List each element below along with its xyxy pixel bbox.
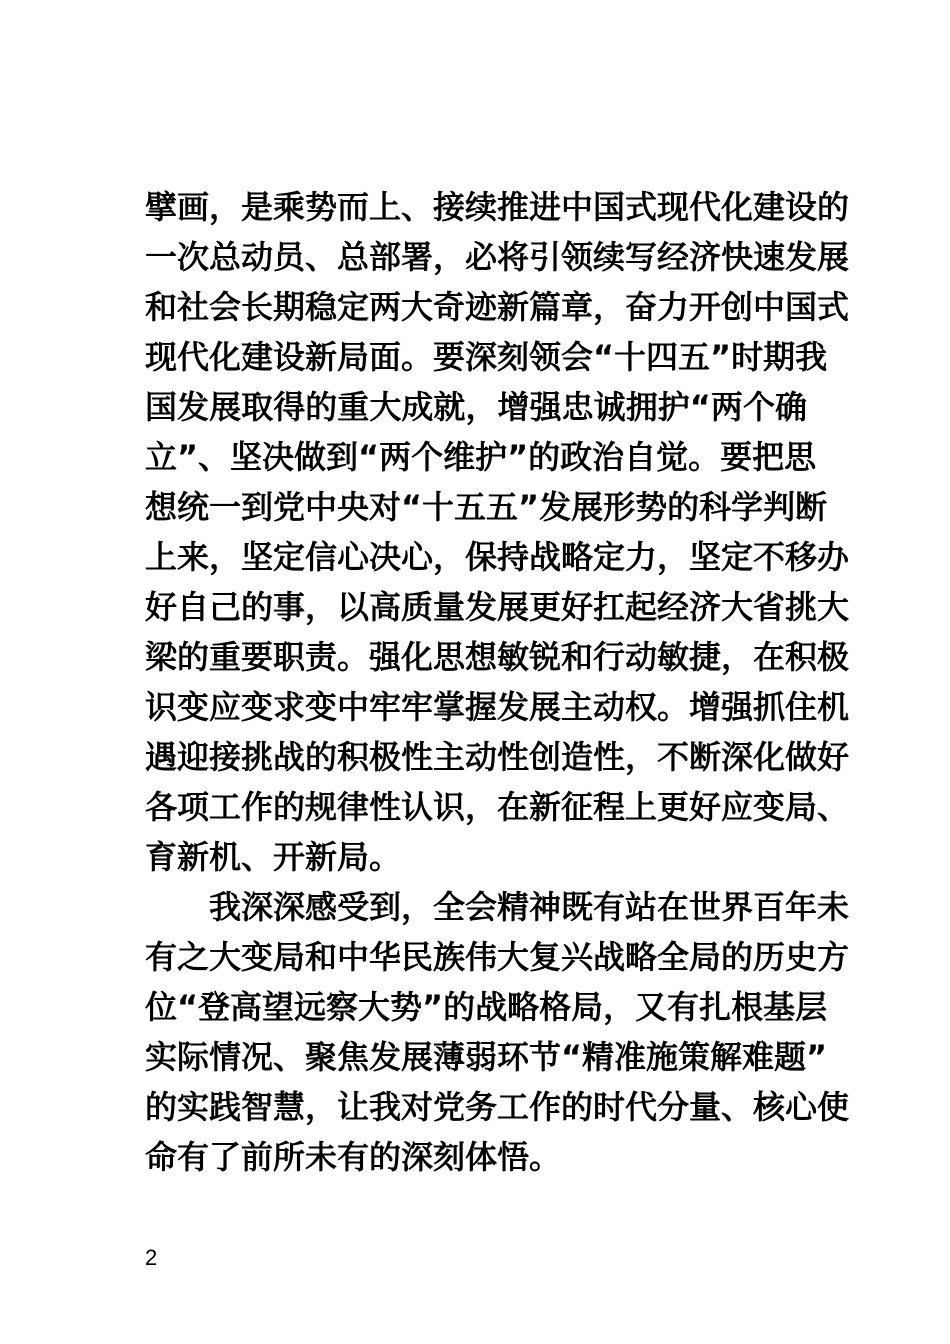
text-line: 想统一到党中央对“十五五”发展形势的科学判断 xyxy=(145,488,828,526)
text-line: 现代化建设新局面。要深刻领会“十四五”时期我 xyxy=(145,338,828,376)
text-line: 遇迎接挑战的积极性主动性创造性，不断深化做好 xyxy=(145,738,850,776)
text-line: 实际情况、聚焦发展薄弱环节“精准施策解难题” xyxy=(145,1038,828,1076)
text-line: 的实践智慧，让我对党务工作的时代分量、核心使 xyxy=(145,1088,850,1126)
text-line: 一次总动员、总部署，必将引领续写经济快速发展 xyxy=(145,238,850,276)
paragraph-2 xyxy=(145,882,850,1182)
text-line: 上来，坚定信心决心，保持战略定力，坚定不移办 xyxy=(145,538,850,576)
document-body xyxy=(145,182,850,1182)
text-line: 和社会长期稳定两大奇迹新篇章，奋力开创中国式 xyxy=(145,288,850,326)
text-line: 梁的重要职责。强化思想敏锐和行动敏捷，在积极 xyxy=(145,638,850,676)
paragraph-1 xyxy=(145,182,850,882)
text-line: 识变应变求变中牢牢掌握发展主动权。增强抓住机 xyxy=(145,688,850,726)
text-line: 育新机、开新局。 xyxy=(145,838,402,876)
text-line: 好自己的事，以高质量发展更好扛起经济大省挑大 xyxy=(145,588,850,626)
text-line: 位“登高望远察大势”的战略格局，又有扎根基层 xyxy=(145,988,828,1026)
text-line: 有之大变局和中华民族伟大复兴战略全局的历史方 xyxy=(145,938,850,976)
text-line: 立”、坚决做到“两个维护”的政治自觉。要把思 xyxy=(145,438,817,476)
text-line: 擘画，是乘势而上、接续推进中国式现代化建设的 xyxy=(145,188,850,226)
text-line: 我深深感受到，全会精神既有站在世界百年未 xyxy=(209,888,850,926)
text-line: 各项工作的规律性认识，在新征程上更好应变局、 xyxy=(145,788,850,826)
text-line: 命有了前所未有的深刻体悟。 xyxy=(145,1138,562,1176)
page-number: 2 xyxy=(145,1245,158,1270)
text-line: 国发展取得的重大成就，增强忠诚拥护“两个确 xyxy=(145,388,807,426)
